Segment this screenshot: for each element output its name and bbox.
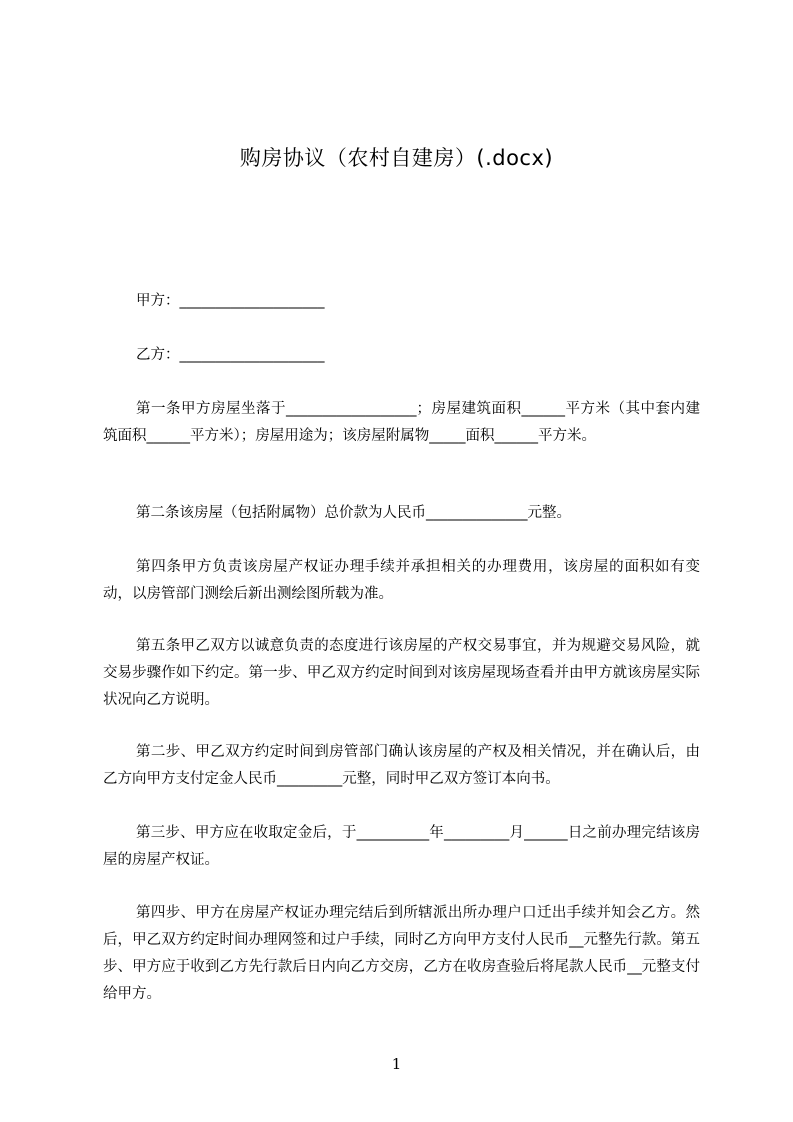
page-number: 1 [391,1055,402,1073]
clause-5-paragraph: 第五条甲乙双方以诚意负责的态度进行该房屋的产权交易事宜，并为规避交易风险，就交易步骤作如下约定。第一步、甲乙双方约定时间到对该房屋现场查看并由甲方就该房屋实际状况向乙方说明。 [103,638,700,708]
clause-1-paragraph: 第一条甲方房屋坐落于__________________；房屋建筑面积______平方米（其中套内建筑面积______平方米）；房屋用途为；该房屋附属物_____面积______平方米。 [103,401,700,444]
document-title: 购房协议（农村自建房）(.docx) [239,146,554,170]
party-b-line: 乙方：____________________ [136,347,325,363]
step-2-paragraph: 第二步、甲乙双方约定时间到房管部门确认该房屋的产权及相关情况，并在确认后，由乙方向甲方支付定金人民币_________元整，同时甲乙双方签订本向书。 [103,744,700,787]
step-3-paragraph: 第三步、甲方应在收取定金后，于__________年_________月______日之前办理完结该房屋的房屋产权证。 [103,825,700,868]
clause-4-paragraph: 第四条甲方负责该房屋产权证办理手续并承担相关的办理费用，该房屋的面积如有变动，以房管部门测绘后新出测绘图所载为准。 [103,559,700,602]
clause-2-paragraph: 第二条该房屋（包括附属物）总价款为人民币______________元整。 [136,505,571,521]
step-4-paragraph: 第四步、甲方在房屋产权证办理完结后到所辖派出所办理户口迁出手续并知会乙方。然后，甲乙双方约定时间办理网签和过户手续，同时乙方向甲方支付人民币__元整先行款。第五步、甲方应于收到乙方先行款后日内向乙方交房，乙方在收房查验后将尾款人民币__元整支付给甲方。 [103,905,700,1002]
party-a-line: 甲方：____________________ [136,293,325,309]
